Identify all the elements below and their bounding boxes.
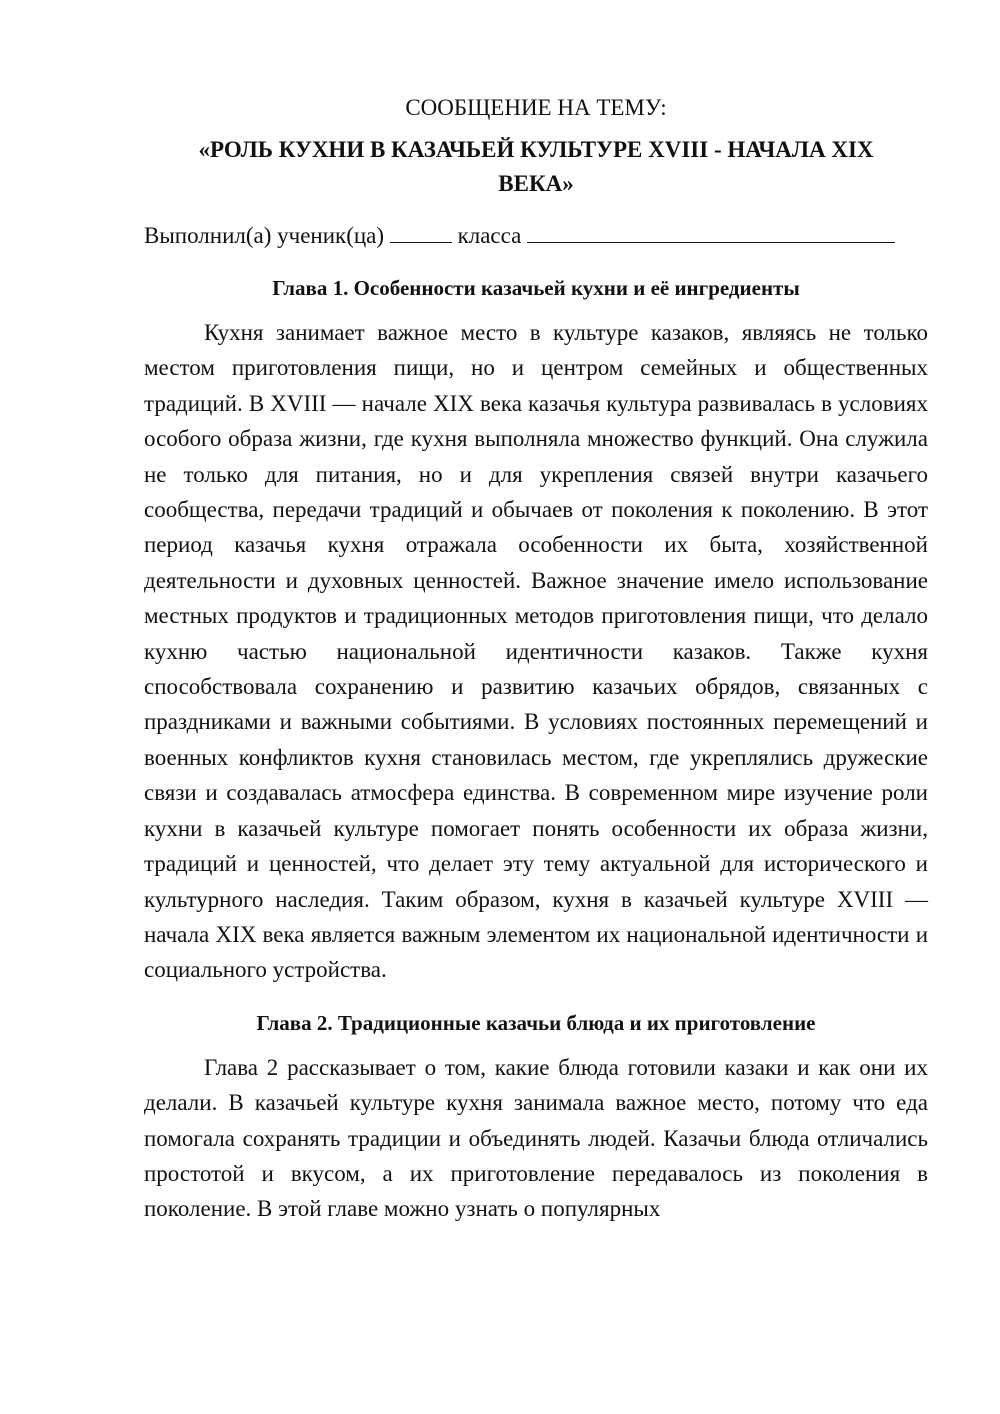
chapter-1-title: Глава 1. Особенности казачьей кухни и её ингредиенты	[272, 276, 800, 300]
document-title: «РОЛЬ КУХНИ В КАЗАЧЬЕЙ КУЛЬТУРЕ XVIII - НАЧАЛА XIX ВЕКА»	[198, 137, 874, 196]
document-page	[144, 90, 928, 1227]
name-blank	[527, 222, 895, 243]
grade-blank	[390, 222, 452, 243]
chapter-1-paragraph: Кухня занимает важное место в культуре казаков, являясь не только местом приготовления пищи, но и центром семейных и общественных традиций. В XVIII — начале XIX века казачья культура развивалась в условиях особого образа жизни, где кухня выполняла множество функций. Она служила не только для питания, но и для укрепления связей внутри казачьего сообщества, передачи традиций и обычаев от поколения к поколению. В этот период казачья кухня отражала особенности их быта, хозяйственной деятельности и духовных ценностей. Важное значение имело использование местных продуктов и традиционных методов приготовления пищи, что делало кухню частью национальной идентичности казаков. Также кухня способствовала сохранению и развитию казачьих обрядов, связанных с праздниками и важными событиями. В условиях постоянных перемещений и военных конфликтов кухня становилась местом, где укреплялись дружеские связи и создавалась атмосфера единства. В современном мире изучение роли кухни в казачьей культуре помогает понять особенности их образа жизни, традиций и ценностей, что делает эту тему актуальной для исторического и культурного наследия. Таким образом, кухня в казачьей культуре XVIII — начала XIX века является важным элементом их национальной идентичности и социального устройства.	[144, 320, 928, 983]
document-heading: СООБЩЕНИЕ НА ТЕМУ:	[405, 95, 667, 120]
author-line	[144, 218, 928, 253]
chapter-2-title: Глава 2. Традиционные казачьи блюда и их приготовление	[256, 1010, 816, 1035]
chapter-2-paragraph: Глава 2 рассказывает о том, какие блюда готовили казаки и как они их делали. В казачьей культуре кухня занимала важное место, потому что еда помогала сохранять традиции и объединять людей. Казачьи блюда отличались простотой и вкусом, а их приготовление передавалось из поколения в поколение. В этой главе можно узнать о популярных	[144, 1054, 928, 1222]
author-label: Выполнил(а) ученик(ца)	[144, 223, 385, 248]
class-label: класса	[457, 223, 522, 248]
